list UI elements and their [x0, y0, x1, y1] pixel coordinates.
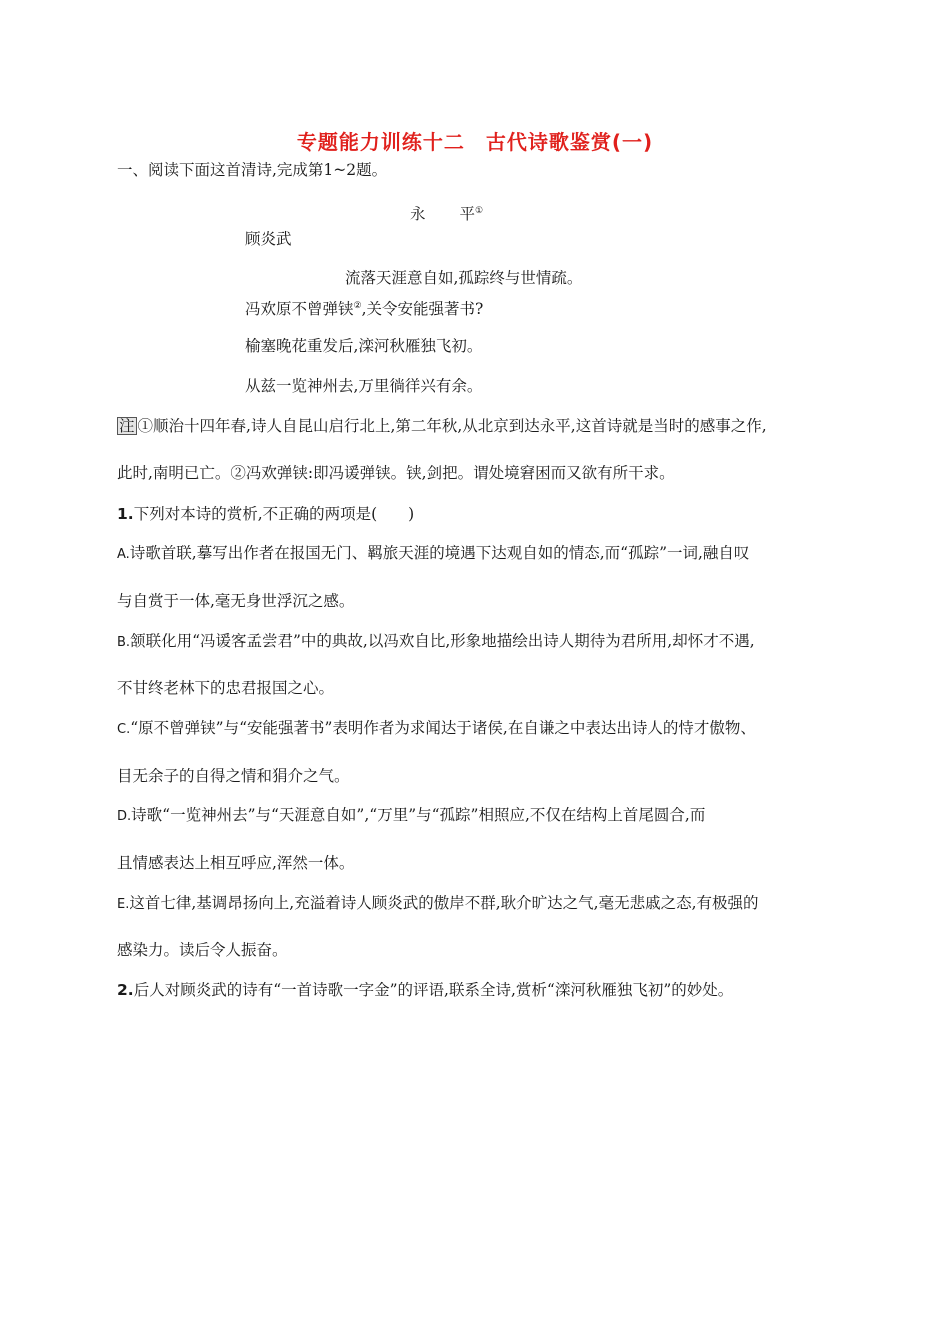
question-2-number: 2. — [117, 981, 134, 999]
option-e-label: E. — [117, 897, 130, 912]
option-b-text-1: 颔联化用“冯谖客孟尝君”中的典故,以冯欢自比,形象地描绘出诗人期待为君所用,却怀才不遇, — [130, 632, 755, 650]
question-1-number: 1. — [117, 505, 134, 523]
option-b-label: B. — [117, 635, 131, 650]
section-intro: 一、阅读下面这首清诗,完成第1~2题。 — [117, 161, 388, 179]
notes-line-2: 此时,南明已亡。②冯欢弹铗:即冯谖弹铗。铗,剑把。谓处境窘困而又欲有所干求。 — [117, 464, 675, 482]
option-e-text-1: 这首七律,基调昂扬向上,充溢着诗人顾炎武的傲岸不群,耿介旷达之气,毫无悲戚之态,有极强的 — [129, 894, 759, 912]
option-d-line-2: 且情感表达上相互呼应,浑然一体。 — [117, 854, 355, 872]
poem-title-char-2: 平 — [459, 205, 476, 223]
poem-line-3: 榆塞晚花重发后,滦河秋雁独飞初。 — [245, 337, 483, 355]
page-title: 专题能力训练十二 古代诗歌鉴赏(一) — [296, 130, 654, 154]
option-a-line-1 — [117, 543, 749, 565]
footnote-marker-1: ① — [475, 206, 484, 216]
option-a-text-1: 诗歌首联,摹写出作者在报国无门、羁旅天涯的境遇下达观自如的情态,而“孤踪”一词,融自叹 — [129, 544, 750, 562]
option-b-line-1 — [117, 631, 755, 653]
note-label: 注 — [119, 417, 135, 435]
option-a-label: A. — [117, 547, 130, 562]
poem-line-1: 流落天涯意自如,孤踪终与世情疏。 — [345, 269, 583, 287]
poem-title — [410, 201, 483, 224]
option-d-line-1 — [117, 805, 705, 827]
poem-author: 顾炎武 — [245, 230, 292, 248]
option-c-text-1: “原不曾弹铗”与“安能强著书”表明作者为求闻达于诸侯,在自谦之中表达出诗人的恃才傲物、 — [130, 719, 756, 737]
option-d-label: D. — [117, 809, 132, 824]
option-a-line-2: 与自赏于一体,毫无身世浮沉之感。 — [117, 592, 355, 610]
option-e-line-2: 感染力。读后令人振奋。 — [117, 941, 288, 959]
option-b-line-2: 不甘终老林下的忠君报国之心。 — [117, 679, 335, 697]
poem-line-2-part-b: ,关令安能强著书? — [361, 300, 484, 318]
question-1-stem — [117, 504, 414, 524]
poem-line-2-part-a: 冯欢原不曾弹铗 — [245, 300, 354, 318]
question-2-text: 后人对顾炎武的诗有“一首诗歌一字金”的评语,联系全诗,赏析“滦河秋雁独飞初”的妙处。 — [133, 981, 734, 999]
poem-line-2 — [245, 296, 483, 319]
option-c-line-1 — [117, 718, 756, 740]
question-2-stem — [117, 980, 733, 1000]
poem-title-char-1: 永 — [410, 205, 426, 223]
notes-line-1 — [117, 416, 767, 436]
question-1-text: 下列对本诗的赏析,不正确的两项是( ) — [133, 505, 415, 523]
option-e-line-1 — [117, 893, 759, 915]
poem-line-4: 从兹一览神州去,万里徜徉兴有余。 — [245, 377, 483, 395]
footnote-marker-2: ② — [353, 301, 362, 311]
option-c-label: C. — [117, 722, 131, 737]
option-d-text-1: 诗歌“一览神州去”与“天涯意自如”,“万里”与“孤踪”相照应,不仅在结构上首尾圆合,而 — [131, 806, 706, 824]
option-c-line-2: 目无余子的自得之情和狷介之气。 — [117, 767, 350, 785]
notes-text-1: ①顺治十四年春,诗人自昆山启行北上,第二年秋,从北京到达永平,这首诗就是当时的感事之作, — [137, 417, 767, 435]
